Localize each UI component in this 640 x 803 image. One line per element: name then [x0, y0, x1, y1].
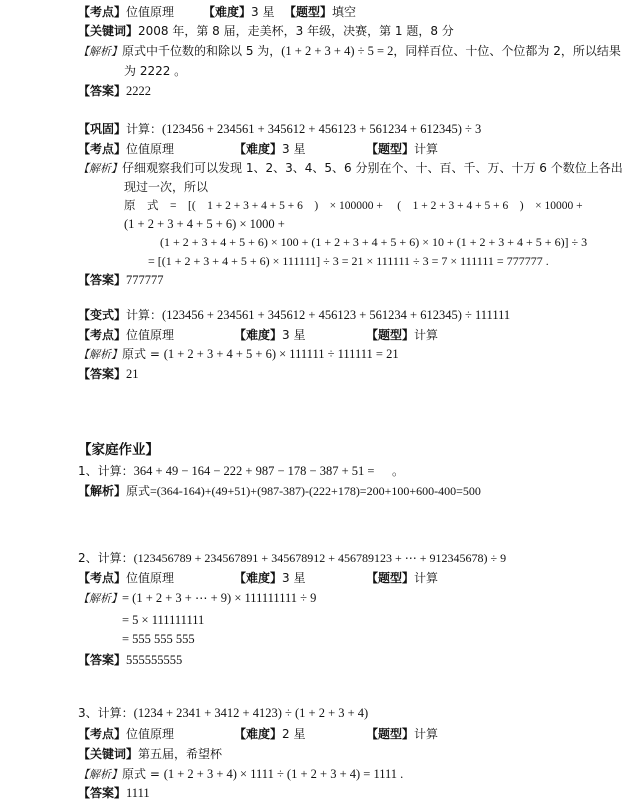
nandu-value: 2 星	[282, 727, 306, 741]
gonggu-tag: 【巩固】	[78, 122, 127, 136]
tixing-value: 计算	[414, 328, 439, 342]
daan-tag: 【答案】	[78, 786, 127, 800]
nandu-value: 3 星	[282, 328, 306, 342]
q1-label: 计算：	[97, 464, 134, 478]
daan-tag: 【答案】	[78, 84, 127, 98]
s3-nandu	[234, 327, 305, 343]
hw-q1-row	[78, 463, 374, 479]
daan-value: 21	[126, 367, 139, 381]
daan-value: 1111	[126, 786, 150, 800]
hw-q3-jiexi	[78, 766, 403, 783]
jiexi-text: 原式 =	[122, 767, 164, 781]
jiexi-text: 原式中千位数的和除以 5 为，	[122, 44, 282, 58]
s2-line5: (1 + 2 + 3 + 4 + 5 + 6) × 100 + (1 + 2 + 3 + 4 + 5 + 6) × 10 + (1 + 2 + 3 + 4 + 5 + 6)] ÷ 3	[160, 235, 588, 249]
jiexi-text-2: ，同样百位、十位、个位都为 2，所以结果	[393, 44, 621, 58]
hw-q3-daan	[78, 785, 150, 801]
jiexi-tag: 【解析】	[78, 768, 122, 781]
q1-num: 1、	[78, 464, 98, 478]
s2-jiexi-cont: 现过一次，所以	[124, 180, 209, 194]
hw-q2-tixing	[366, 570, 438, 586]
jiexi-text: 仔细观察我们可以发现 1、2、3、4、5、6 分别在个、十、百、千、万、十万 6 个数位上各出	[122, 161, 623, 175]
hw-q2-daan	[78, 652, 182, 668]
guanjianci-tag: 【关键词】	[78, 24, 139, 38]
jiexi-tag: 【解析】	[78, 162, 122, 175]
hw-q1-jiexi	[78, 483, 481, 499]
homework-title: 【家庭作业】	[78, 442, 159, 458]
jiexi-tag: 【解析】	[78, 45, 122, 58]
s2-nandu	[234, 141, 305, 157]
s1-guanjianci-row	[78, 23, 454, 39]
q3-label: 计算：	[97, 706, 134, 720]
nandu-tag: 【难度】	[234, 328, 283, 342]
daan-value: 777777	[126, 273, 164, 287]
gonggu-label: 计算：	[126, 122, 163, 136]
kaodian-tag: 【考点】	[78, 571, 127, 585]
guanjianci-value: 第五届，希望杯	[138, 747, 223, 761]
bianshi-expr: (123456 + 234561 + 345612 + 456123 + 561234 + 612345) ÷ 111111	[162, 308, 511, 322]
q2-line2: = 5 × 111111111	[122, 613, 205, 627]
guanjianci-tag: 【关键词】	[78, 747, 139, 761]
s1-kaodian-row	[78, 4, 174, 20]
jiexi-tag: 【解析】	[78, 484, 127, 498]
s3-jiexi-row	[78, 346, 399, 363]
s3-daan-row	[78, 366, 139, 382]
q1-period: 。	[392, 464, 405, 478]
s1-tixing	[284, 4, 356, 20]
s2-yuanshi: 原 式 = [( 1 + 2 + 3 + 4 + 5 + 6 ) × 100000 + ( 1 + 2 + 3 + 4 + 5 + 6 ) × 10000 +	[124, 200, 583, 212]
q3-jiexi-math: (1 + 2 + 3 + 4) × 1111 ÷ (1 + 2 + 3 + 4) = 1111 .	[163, 767, 404, 781]
nandu-tag: 【难度】	[234, 571, 283, 585]
tixing-tag: 【题型】	[366, 328, 415, 342]
hw-q3-nandu	[234, 726, 305, 742]
daan-tag: 【答案】	[78, 653, 127, 667]
nandu-tag: 【难度】	[203, 5, 252, 19]
s1-jiexi-row	[78, 43, 621, 60]
s2-jiexi-row	[78, 160, 623, 177]
hw-q3-row	[78, 705, 368, 721]
tixing-value: 计算	[414, 571, 439, 585]
s2-daan-row	[78, 272, 164, 288]
kaodian-tag: 【考点】	[78, 142, 127, 156]
daan-value: 555555555	[126, 653, 183, 667]
daan-value: 2222	[126, 84, 152, 98]
jiexi-tag: 【解析】	[78, 592, 122, 605]
hw-q2-jiexi	[78, 590, 316, 607]
hw-q2-nandu	[234, 570, 305, 586]
jiexi-tag: 【解析】	[78, 348, 122, 361]
q3-num: 3、	[78, 706, 98, 720]
nandu-value: 3 星	[282, 571, 306, 585]
guanjianci-value: 2008 年，第 8 届，走美杯，3 年级，决赛，第 1 题，8 分	[138, 24, 454, 38]
tixing-tag: 【题型】	[284, 5, 333, 19]
jiexi-math: (1 + 2 + 3 + 4) ÷ 5 = 2	[281, 44, 394, 58]
gonggu-expr: (123456 + 234561 + 345612 + 456123 + 561234 + 612345) ÷ 3	[162, 122, 482, 136]
s1-daan-row	[78, 83, 151, 99]
s2-tixing	[366, 141, 438, 157]
bianshi-tag: 【变式】	[78, 308, 127, 322]
kaodian-tag: 【考点】	[78, 727, 127, 741]
s1-jiexi-cont: 为 2222 。	[124, 64, 187, 78]
s2-gonggu-row	[78, 121, 481, 137]
kaodian-value: 位值原理	[126, 727, 175, 741]
hw-q3-tixing	[366, 726, 438, 742]
tixing-tag: 【题型】	[366, 142, 415, 156]
bianshi-label: 计算：	[126, 308, 163, 322]
s3-tixing	[366, 327, 438, 343]
tixing-value: 计算	[414, 142, 439, 156]
nandu-tag: 【难度】	[234, 727, 283, 741]
hw-q2-kaodian	[78, 570, 174, 586]
s3-bianshi-row	[78, 307, 510, 323]
daan-tag: 【答案】	[78, 273, 127, 287]
hw-q2-row	[78, 550, 506, 566]
jiexi-text: 原式 =	[122, 347, 164, 361]
q2-label: 计算：	[97, 551, 134, 565]
kaodian-tag: 【考点】	[78, 5, 127, 19]
q2-line1: = (1 + 2 + 3 + ⋯ + 9) × 111111111 ÷ 9	[122, 591, 317, 605]
q2-num: 2、	[78, 551, 98, 565]
kaodian-value: 位值原理	[126, 328, 175, 342]
kaodian-value: 位值原理	[126, 142, 175, 156]
s3-kaodian	[78, 327, 174, 343]
tixing-value: 填空	[332, 5, 357, 19]
q2-line3: = 555 555 555	[122, 632, 195, 646]
q1-jiexi: 原式=(364-164)+(49+51)+(987-387)-(222+178)=200+100+600-400=500	[126, 484, 481, 498]
q3-expr: (1234 + 2341 + 3412 + 4123) ÷ (1 + 2 + 3 + 4)	[133, 706, 369, 720]
tixing-value: 计算	[414, 727, 439, 741]
nandu-value: 3 星	[251, 5, 275, 19]
s2-line6: = [(1 + 2 + 3 + 4 + 5 + 6) × 111111] ÷ 3 = 21 × 111111 ÷ 3 = 7 × 111111 = 777777 .	[148, 254, 549, 268]
kaodian-tag: 【考点】	[78, 328, 127, 342]
daan-tag: 【答案】	[78, 367, 127, 381]
q1-expr: 364 + 49 − 164 − 222 + 987 − 178 − 387 + 51 =	[133, 464, 375, 478]
tixing-tag: 【题型】	[366, 571, 415, 585]
hw-q3-guanjianci	[78, 746, 222, 762]
kaodian-value: 位值原理	[126, 571, 175, 585]
s2-kaodian	[78, 141, 174, 157]
s1-nandu	[203, 4, 274, 20]
nandu-value: 3 星	[282, 142, 306, 156]
q2-expr: (123456789 + 234567891 + 345678912 + 456789123 + ⋯ + 912345678) ÷ 9	[133, 551, 507, 565]
tixing-tag: 【题型】	[366, 727, 415, 741]
nandu-tag: 【难度】	[234, 142, 283, 156]
hw-q3-kaodian	[78, 726, 174, 742]
jiexi-math: (1 + 2 + 3 + 4 + 5 + 6) × 111111 ÷ 111111 = 21	[163, 347, 399, 361]
s2-line4: (1 + 2 + 3 + 4 + 5 + 6) × 1000 +	[124, 217, 285, 231]
kaodian-value: 位值原理	[126, 5, 175, 19]
